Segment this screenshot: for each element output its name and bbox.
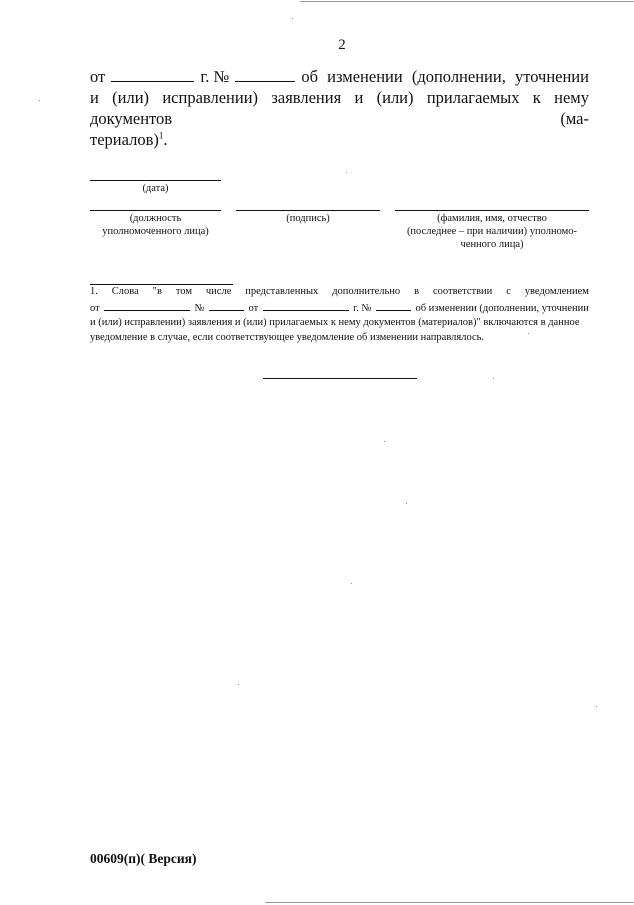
- signature-line: [236, 210, 380, 211]
- footnote-line-4: уведомление в случае, если соответствующее уведомление об изменении направлялось.: [90, 331, 485, 343]
- number-blank: [235, 67, 295, 82]
- notification-line-2: и (или) исправлении) заявления и (или) прилагаемых к нему документов (ма-: [90, 88, 589, 128]
- notification-line-3: териалов)$^1$.: [90, 130, 168, 149]
- footnote: [90, 285, 589, 345]
- footnote-number-blank-2: [376, 300, 411, 311]
- scan-speck: [292, 18, 293, 19]
- position-line: [90, 210, 221, 211]
- scan-speck: [596, 706, 597, 707]
- scan-speck: [39, 100, 40, 101]
- footnote-line-3: и (или) исправлении) заявления и (или) прилагаемых к нему документов (материалов)" включаются в данное: [90, 317, 580, 328]
- footnote-reference: 1: [158, 130, 164, 141]
- footnote-date-blank: [104, 300, 190, 311]
- scan-bottom-line: [265, 902, 634, 903]
- name-caption: (фамилия, имя, отчество (последнее – при наличии) уполномо- ченного лица): [406, 213, 578, 250]
- about-change-text: об изменении (дополнении, уточнении: [301, 67, 589, 86]
- notification-line-1: [90, 66, 589, 87]
- footnote-date-blank-2: [263, 300, 349, 311]
- position-caption: (должность уполномоченного лица): [102, 213, 209, 237]
- date-caption: (дата): [142, 183, 169, 194]
- footnote-line-1: 1. Слова "в том числе представленных дополнительно в соответствии с уведомлением: [90, 286, 589, 297]
- date-line: [90, 180, 221, 181]
- scan-speck: [384, 441, 385, 442]
- footnote-number-blank: [209, 300, 244, 311]
- scan-top-line: [300, 1, 634, 2]
- end-separator: [263, 378, 417, 379]
- document-code: 00609(п)( Версия): [90, 851, 197, 866]
- scan-speck: [406, 503, 407, 504]
- scan-speck: [238, 684, 239, 685]
- year-number-label: г. №: [200, 67, 230, 86]
- notification-text: [90, 66, 589, 150]
- from-word: от: [90, 67, 106, 86]
- name-line: [395, 210, 589, 211]
- page-number: 2: [338, 37, 346, 53]
- scan-speck: [346, 172, 347, 173]
- signature-caption: (подпись): [286, 213, 330, 224]
- scan-speck: [493, 378, 494, 379]
- date-blank: [111, 67, 194, 82]
- scan-speck: [351, 583, 352, 584]
- footnote-line-2: от № от г. № об изменении (дополнении, уточнении: [90, 300, 589, 317]
